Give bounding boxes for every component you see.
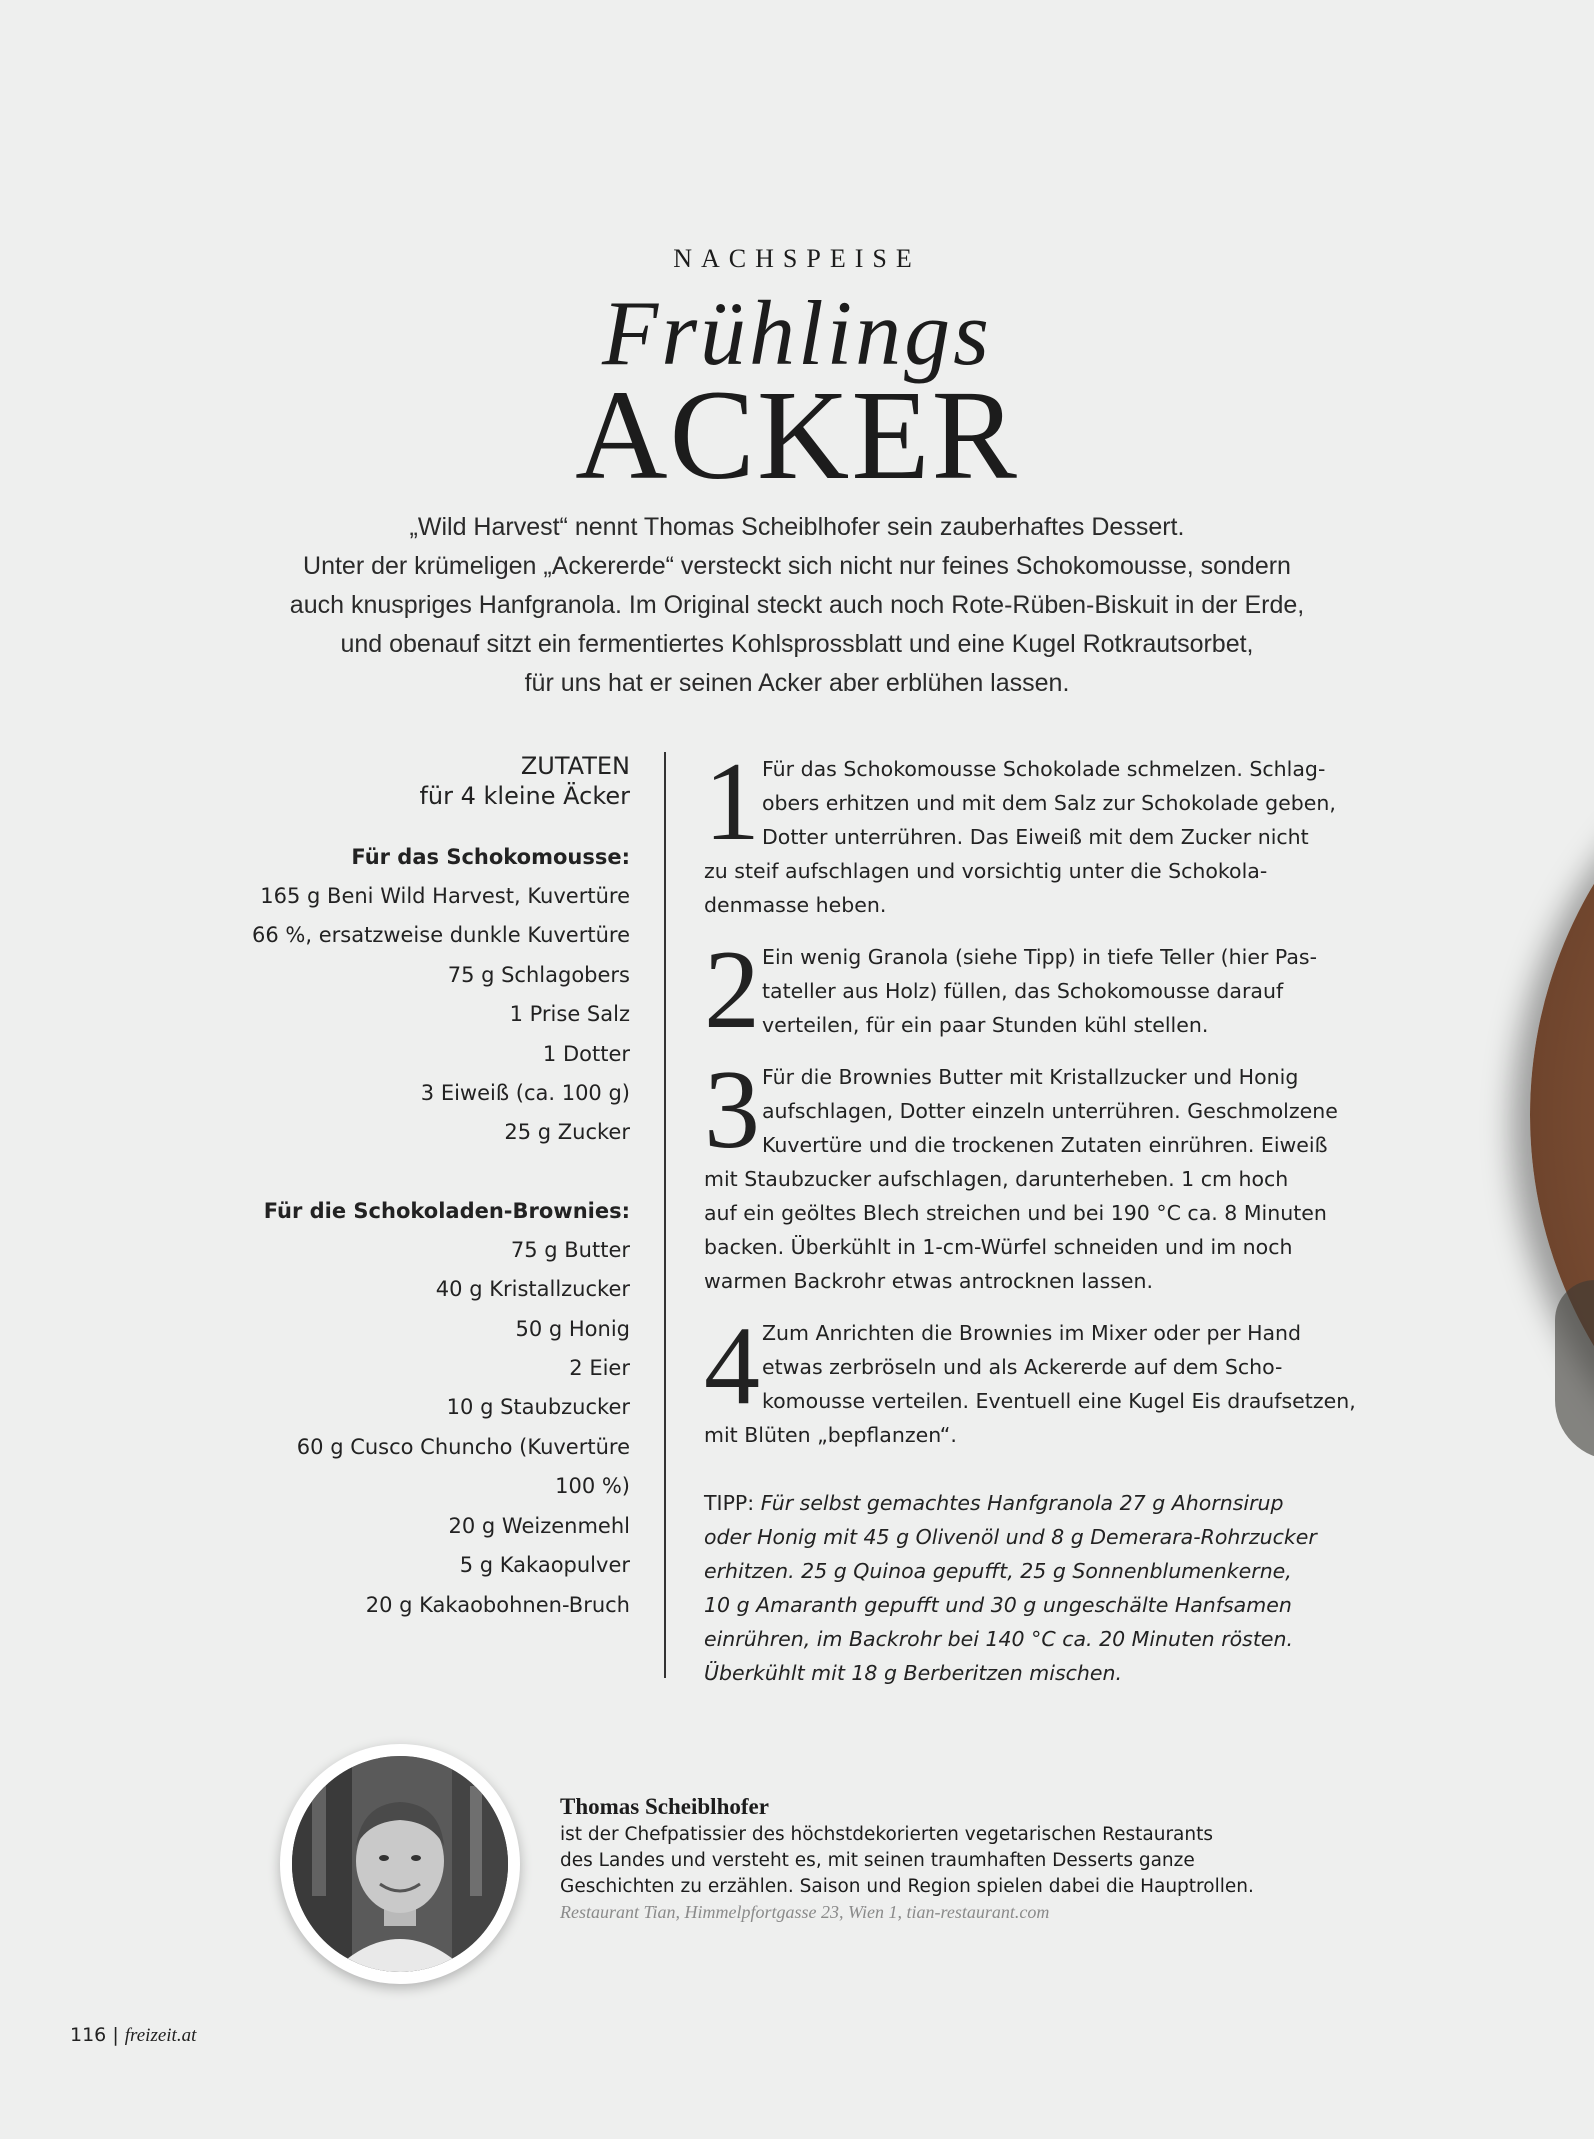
ingredient-item: 100 %)	[555, 1474, 630, 1499]
step-4	[704, 1304, 1356, 1452]
step-line: Für die Brownies Butter mit Kristallzucker und Honig	[762, 1065, 1299, 1089]
ingredients-subheading: für 4 kleine Äcker	[419, 782, 630, 810]
page-number: 116	[70, 2024, 107, 2046]
step-line: etwas zerbröseln und als Ackererde auf dem Scho-	[762, 1355, 1283, 1379]
ingredient-item: 75 g Butter	[510, 1237, 630, 1262]
step-line: obers erhitzen und mit dem Salz zur Schokolade geben,	[762, 791, 1336, 815]
section-kicker: NACHSPEISE	[673, 244, 921, 273]
step-line: auf ein geöltes Blech streichen und bei 190 °C ca. 8 Minuten	[704, 1201, 1327, 1225]
ingredients-column	[210, 752, 630, 1625]
step-line: mit Staubzucker aufschlagen, darunterheben. 1 cm hoch	[704, 1167, 1289, 1191]
step-line: Für das Schokomousse Schokolade schmelzen. Schlag-	[762, 757, 1326, 781]
step-line: warmen Backrohr etwas antrocknen lassen.	[704, 1269, 1153, 1293]
intro-line: auch knuspriges Hanfgranola. Im Original steckt auch noch Rote-Rüben-Biskuit in der Erde,	[289, 591, 1305, 619]
step-line: Ein wenig Granola (siehe Tipp) in tiefe Teller (hier Pas-	[762, 945, 1317, 969]
ingredient-item: 3 Eiweiß (ca. 100 g)	[420, 1081, 630, 1106]
ingredient-item: 1 Dotter	[542, 1041, 630, 1066]
intro-paragraph	[260, 508, 1334, 703]
ingredients-heading: ZUTATEN	[520, 752, 630, 780]
bio-line: des Landes und versteht es, mit seinen traumhaften Desserts ganze	[560, 1850, 1195, 1871]
step-1	[704, 740, 1336, 922]
ingredient-item: 40 g Kristallzucker	[435, 1277, 630, 1302]
brownies-heading: Für die Schokoladen-Brownies:	[263, 1198, 630, 1223]
step-line: komousse verteilen. Eventuell eine Kugel Eis draufsetzen,	[762, 1389, 1356, 1413]
chef-name: Thomas Scheiblhofer	[560, 1794, 769, 1819]
step-line: Kuvertüre und die trockenen Zutaten einrühren. Eiweiß	[762, 1133, 1328, 1157]
page-footer	[70, 2024, 196, 2047]
ingredient-item: 25 g Zucker	[504, 1120, 630, 1145]
tip-line: oder Honig mit 45 g Olivenöl und 8 g Demerara-Rohrzucker	[704, 1525, 1317, 1549]
intro-line: für uns hat er seinen Acker aber erblühen lassen.	[524, 669, 1070, 697]
step-line: backen. Überkühlt in 1-cm-Würfel schneiden und im noch	[704, 1235, 1293, 1259]
step-number: 3	[704, 1048, 760, 1172]
step-number: 2	[704, 928, 760, 1052]
step-line: aufschlagen, Dotter einzeln unterrühren. Geschmolzene	[762, 1099, 1338, 1123]
step-line: tateller aus Holz) füllen, das Schokomousse darauf	[762, 979, 1284, 1003]
step-number: 1	[704, 740, 760, 864]
site-name: freizeit.at	[124, 2025, 197, 2046]
tip-line: Für selbst gemachtes Hanfgranola 27 g Ahornsirup	[760, 1491, 1284, 1515]
instructions-column	[704, 740, 1356, 1470]
bio-line: Geschichten zu erzählen. Saison und Region spielen dabei die Hauptrollen.	[560, 1876, 1254, 1897]
chef-portrait	[292, 1756, 508, 1972]
ingredient-item: 20 g Weizenmehl	[448, 1513, 630, 1538]
ingredient-item: 20 g Kakaobohnen-Bruch	[365, 1592, 630, 1617]
intro-line: und obenauf sitzt ein fermentiertes Kohlsprossblatt und eine Kugel Rotkrautsorbet,	[340, 630, 1254, 658]
step-line: mit Blüten „bepflanzen“.	[704, 1423, 957, 1447]
intro-line: „Wild Harvest“ nennt Thomas Scheiblhofer sein zauberhaftes Dessert.	[409, 513, 1185, 541]
ingredient-item: 2 Eier	[569, 1356, 630, 1381]
step-number: 4	[704, 1304, 760, 1428]
ingredient-item: 66 %, ersatzweise dunkle Kuvertüre	[252, 923, 630, 948]
tip-label: TIPP:	[704, 1491, 755, 1515]
step-2	[704, 928, 1336, 1052]
ingredient-item: 60 g Cusco Chuncho (Kuvertüre	[296, 1434, 630, 1459]
ingredient-item: 165 g Beni Wild Harvest, Kuvertüre	[260, 884, 630, 908]
step-line: Zum Anrichten die Brownies im Mixer oder per Hand	[762, 1321, 1302, 1345]
plate-shadow	[1555, 1280, 1594, 1460]
bio-line: ist der Chefpatissier des höchstdekorierten vegetarischen Restaurants	[560, 1824, 1214, 1845]
ingredient-item: 5 g Kakaopulver	[459, 1553, 630, 1578]
restaurant-address: Restaurant Tian, Himmelpfortgasse 23, Wien 1, tian-restaurant.com	[560, 1902, 1050, 1922]
column-divider	[664, 752, 666, 1678]
title-main: ACKER	[575, 364, 1019, 506]
tip-box	[704, 1486, 1344, 1690]
title-script: Frühlings	[602, 282, 992, 384]
ingredient-item: 10 g Staubzucker	[446, 1395, 630, 1420]
tip-line: erhitzen. 25 g Quinoa gepufft, 25 g Sonnenblumenkerne,	[704, 1559, 1292, 1583]
tip-line: Überkühlt mit 18 g Berberitzen mischen.	[704, 1661, 1123, 1685]
chef-bio	[560, 1822, 1280, 1900]
mousse-heading: Für das Schokomousse:	[351, 845, 630, 869]
step-line: zu steif aufschlagen und vorsichtig unter die Schokola-	[704, 859, 1268, 883]
step-line: denmasse heben.	[704, 893, 887, 917]
step-3	[704, 1048, 1338, 1298]
footer-separator: |	[112, 2024, 119, 2046]
tip-line: einrühren, im Backrohr bei 140 °C ca. 20 Minuten rösten.	[704, 1627, 1294, 1651]
step-line: Dotter unterrühren. Das Eiweiß mit dem Zucker nicht	[762, 825, 1309, 849]
ingredient-item: 75 g Schlagobers	[447, 962, 630, 987]
intro-line: Unter der krümeligen „Ackererde“ versteckt sich nicht nur feines Schokomousse, sondern	[303, 552, 1291, 580]
ingredient-item: 1 Prise Salz	[509, 1002, 630, 1027]
tip-line: 10 g Amaranth gepufft und 30 g ungeschälte Hanfsamen	[704, 1593, 1292, 1617]
ingredient-item: 50 g Honig	[515, 1316, 630, 1341]
step-line: verteilen, für ein paar Stunden kühl stellen.	[762, 1013, 1209, 1037]
